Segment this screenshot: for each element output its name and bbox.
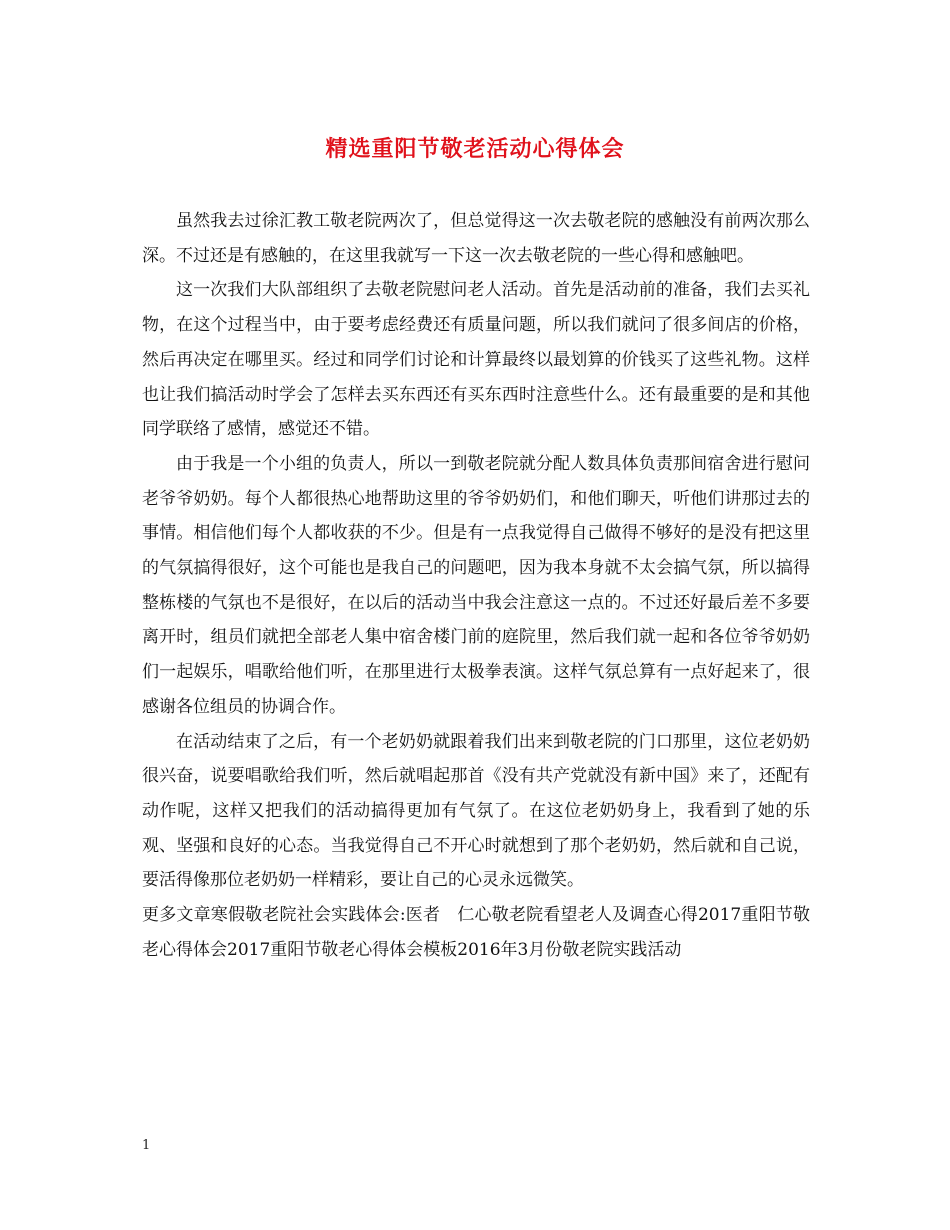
document-title: 精选重阳节敬老活动心得体会 bbox=[325, 136, 625, 162]
paragraph-4: 在活动结束了之后，有一个老奶奶就跟着我们出来到敬老院的门口那里，这位老奶奶很兴奋，说要唱歌给我们听，然后就唱起那首《没有共产党就没有新中国》来了，还配有动作呢，这样又把我们的活动搞得更加有气氛了。在这位老奶奶身上，我看到了她的乐观、坚强和良好的心态。当我觉得自己不开心时就想到了那个老奶奶，然后就和自己说，要活得像那位老奶奶一样精彩，要让自己的心灵永远微笑。 bbox=[142, 731, 810, 891]
page-number: 1 bbox=[142, 1138, 151, 1153]
paragraph-3: 由于我是一个小组的负责人，所以一到敬老院就分配人数具体负责那间宿舍进行慰问老爷爷奶奶。每个人都很热心地帮助这里的爷爷奶奶们，和他们聊天，听他们讲那过去的事情。相信他们每个人都收获的不少。但是有一点我觉得自己做得不够好的是没有把这里的气氛搞得很好，这个可能也是我自己的问题吧，因为我本身就不太会搞气氛，所以搞得整栋楼的气氛也不是很好，在以后的活动当中我会注意这一点的。不过还好最后差不多要离开时，组员们就把全部老人集中宿舍楼门前的庭院里，然后我们就一起和各位爷爷奶奶们一起娱乐，唱歌给他们听，在那里进行太极拳表演。这样气氛总算有一点好起来了，很感谢各位组员的协调合作。 bbox=[142, 453, 810, 717]
document-body bbox=[142, 204, 810, 967]
more-articles-line: 更多文章寒假敬老院社会实践体会:医者 仁心敬老院看望老人及调查心得2017重阳节敬老心得体会2017重阳节敬老心得体会模板2016年3月份敬老院实践活动 bbox=[142, 905, 810, 960]
paragraph-1: 虽然我去过徐汇教工敬老院两次了，但总觉得这一次去敬老院的感触没有前两次那么深。不过还是有感触的，在这里我就写一下这一次去敬老院的一些心得和感触吧。 bbox=[142, 211, 810, 266]
paragraph-2: 这一次我们大队部组织了去敬老院慰问老人活动。首先是活动前的准备，我们去买礼物，在这个过程当中，由于要考虑经费还有质量问题，所以我们就问了很多间店的价格，然后再决定在哪里买。经过和同学们讨论和计算最终以最划算的价钱买了这些礼物。这样也让我们搞活动时学会了怎样去买东西还有买东西时注意些什么。还有最重要的是和其他同学联络了感情，感觉还不错。 bbox=[142, 280, 810, 440]
